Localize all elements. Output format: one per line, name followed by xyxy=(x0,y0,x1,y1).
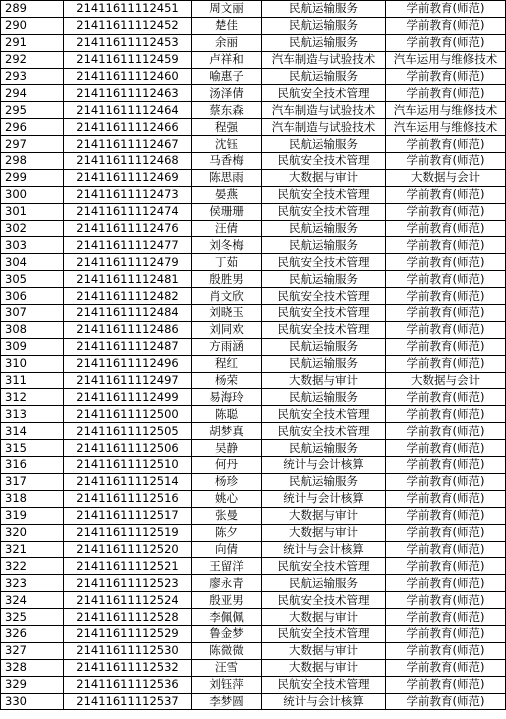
new-major-cell: 学前教育(师范) xyxy=(386,490,506,507)
student-name-cell: 丁茹 xyxy=(192,254,262,271)
table-row xyxy=(1,507,506,524)
new-major-cell: 学前教育(师范) xyxy=(386,321,506,338)
new-major-cell: 学前教育(师范) xyxy=(386,355,506,372)
original-major-cell: 民航运输服务 xyxy=(262,220,386,237)
table-row xyxy=(1,372,506,389)
row-number-cell: 296 xyxy=(1,119,64,136)
student-name-cell: 姚心 xyxy=(192,490,262,507)
student-id-cell: 21411611112505 xyxy=(64,423,192,440)
new-major-cell: 学前教育(师范) xyxy=(386,305,506,322)
new-major-cell: 汽车运用与维修技术 xyxy=(386,119,506,136)
student-id-cell: 21411611112467 xyxy=(64,136,192,153)
new-major-cell: 学前教育(师范) xyxy=(386,693,506,710)
table-row xyxy=(1,254,506,271)
table-row xyxy=(1,592,506,609)
student-id-cell: 21411611112528 xyxy=(64,609,192,626)
table-row xyxy=(1,423,506,440)
original-major-cell: 民航安全技术管理 xyxy=(262,406,386,423)
new-major-cell: 学前教育(师范) xyxy=(386,609,506,626)
student-name-cell: 胡梦真 xyxy=(192,423,262,440)
original-major-cell: 民航运输服务 xyxy=(262,473,386,490)
student-name-cell: 程强 xyxy=(192,119,262,136)
table-row xyxy=(1,642,506,659)
row-number-cell: 330 xyxy=(1,693,64,710)
row-number-cell: 328 xyxy=(1,659,64,676)
row-number-cell: 291 xyxy=(1,34,64,51)
new-major-cell: 学前教育(师范) xyxy=(386,68,506,85)
table-row xyxy=(1,541,506,558)
new-major-cell: 学前教育(师范) xyxy=(386,642,506,659)
row-number-cell: 297 xyxy=(1,136,64,153)
new-major-cell: 学前教育(师范) xyxy=(386,423,506,440)
student-id-cell: 21411611112452 xyxy=(64,17,192,34)
new-major-cell: 学前教育(师范) xyxy=(386,254,506,271)
original-major-cell: 民航运输服务 xyxy=(262,34,386,51)
row-number-cell: 319 xyxy=(1,507,64,524)
row-number-cell: 306 xyxy=(1,288,64,305)
table-row xyxy=(1,406,506,423)
table-row xyxy=(1,625,506,642)
row-number-cell: 322 xyxy=(1,558,64,575)
student-id-cell: 21411611112464 xyxy=(64,102,192,119)
table-row xyxy=(1,203,506,220)
student-name-cell: 刘同欢 xyxy=(192,321,262,338)
original-major-cell: 汽车制造与试验技术 xyxy=(262,119,386,136)
student-name-cell: 程红 xyxy=(192,355,262,372)
new-major-cell: 学前教育(师范) xyxy=(386,507,506,524)
row-number-cell: 300 xyxy=(1,186,64,203)
new-major-cell: 学前教育(师范) xyxy=(386,153,506,170)
table-row xyxy=(1,659,506,676)
student-name-cell: 刘钰萍 xyxy=(192,676,262,693)
student-id-cell: 21411611112487 xyxy=(64,338,192,355)
row-number-cell: 326 xyxy=(1,625,64,642)
original-major-cell: 民航运输服务 xyxy=(262,440,386,457)
student-name-cell: 汪雪 xyxy=(192,659,262,676)
new-major-cell: 学前教育(师范) xyxy=(386,271,506,288)
student-id-cell: 21411611112523 xyxy=(64,575,192,592)
table-row xyxy=(1,389,506,406)
original-major-cell: 汽车制造与试验技术 xyxy=(262,51,386,68)
student-id-cell: 21411611112459 xyxy=(64,51,192,68)
original-major-cell: 民航安全技术管理 xyxy=(262,305,386,322)
new-major-cell: 学前教育(师范) xyxy=(386,659,506,676)
new-major-cell: 学前教育(师范) xyxy=(386,389,506,406)
new-major-cell: 学前教育(师范) xyxy=(386,1,506,18)
student-id-cell: 21411611112536 xyxy=(64,676,192,693)
student-name-cell: 晏燕 xyxy=(192,186,262,203)
student-id-cell: 21411611112530 xyxy=(64,642,192,659)
student-id-cell: 21411611112484 xyxy=(64,305,192,322)
original-major-cell: 民航运输服务 xyxy=(262,1,386,18)
new-major-cell: 学前教育(师范) xyxy=(386,186,506,203)
student-name-cell: 殷胜男 xyxy=(192,271,262,288)
student-id-cell: 21411611112510 xyxy=(64,457,192,474)
student-name-cell: 刘冬梅 xyxy=(192,237,262,254)
row-number-cell: 309 xyxy=(1,338,64,355)
new-major-cell: 学前教育(师范) xyxy=(386,457,506,474)
new-major-cell: 大数据与会计 xyxy=(386,169,506,186)
student-id-cell: 21411611112469 xyxy=(64,169,192,186)
student-id-cell: 21411611112529 xyxy=(64,625,192,642)
table-row xyxy=(1,609,506,626)
original-major-cell: 民航安全技术管理 xyxy=(262,676,386,693)
student-name-cell: 易海玲 xyxy=(192,389,262,406)
original-major-cell: 大数据与审计 xyxy=(262,642,386,659)
table-row xyxy=(1,102,506,119)
new-major-cell: 学前教育(师范) xyxy=(386,575,506,592)
table-row xyxy=(1,119,506,136)
table-row xyxy=(1,524,506,541)
table-row xyxy=(1,68,506,85)
row-number-cell: 292 xyxy=(1,51,64,68)
row-number-cell: 308 xyxy=(1,321,64,338)
student-name-cell: 马香梅 xyxy=(192,153,262,170)
student-name-cell: 陈思雨 xyxy=(192,169,262,186)
table-row xyxy=(1,676,506,693)
row-number-cell: 314 xyxy=(1,423,64,440)
table-row xyxy=(1,355,506,372)
student-id-cell: 21411611112481 xyxy=(64,271,192,288)
student-name-cell: 王留洋 xyxy=(192,558,262,575)
student-id-cell: 21411611112466 xyxy=(64,119,192,136)
original-major-cell: 大数据与审计 xyxy=(262,507,386,524)
new-major-cell: 学前教育(师范) xyxy=(386,440,506,457)
student-id-cell: 21411611112451 xyxy=(64,1,192,18)
row-number-cell: 304 xyxy=(1,254,64,271)
table-row xyxy=(1,51,506,68)
original-major-cell: 民航运输服务 xyxy=(262,389,386,406)
row-number-cell: 307 xyxy=(1,305,64,322)
student-id-cell: 21411611112524 xyxy=(64,592,192,609)
student-name-cell: 沈钰 xyxy=(192,136,262,153)
student-name-cell: 蔡东森 xyxy=(192,102,262,119)
original-major-cell: 民航运输服务 xyxy=(262,271,386,288)
table-row xyxy=(1,34,506,51)
student-id-cell: 21411611112460 xyxy=(64,68,192,85)
student-id-cell: 21411611112482 xyxy=(64,288,192,305)
row-number-cell: 317 xyxy=(1,473,64,490)
student-name-cell: 杨荣 xyxy=(192,372,262,389)
row-number-cell: 318 xyxy=(1,490,64,507)
table-row xyxy=(1,321,506,338)
student-id-cell: 21411611112477 xyxy=(64,237,192,254)
table-row xyxy=(1,271,506,288)
new-major-cell: 汽车运用与维修技术 xyxy=(386,102,506,119)
student-name-cell: 向倩 xyxy=(192,541,262,558)
original-major-cell: 民航运输服务 xyxy=(262,136,386,153)
original-major-cell: 民航运输服务 xyxy=(262,17,386,34)
row-number-cell: 303 xyxy=(1,237,64,254)
new-major-cell: 学前教育(师范) xyxy=(386,338,506,355)
row-number-cell: 329 xyxy=(1,676,64,693)
new-major-cell: 学前教育(师范) xyxy=(386,524,506,541)
student-name-cell: 卢祥和 xyxy=(192,51,262,68)
student-id-cell: 21411611112453 xyxy=(64,34,192,51)
row-number-cell: 316 xyxy=(1,457,64,474)
original-major-cell: 民航安全技术管理 xyxy=(262,186,386,203)
student-id-cell: 21411611112500 xyxy=(64,406,192,423)
student-id-cell: 21411611112506 xyxy=(64,440,192,457)
table-row xyxy=(1,220,506,237)
table-row xyxy=(1,490,506,507)
new-major-cell: 学前教育(师范) xyxy=(386,288,506,305)
row-number-cell: 293 xyxy=(1,68,64,85)
student-id-cell: 21411611112473 xyxy=(64,186,192,203)
student-name-cell: 何丹 xyxy=(192,457,262,474)
original-major-cell: 统计与会计核算 xyxy=(262,457,386,474)
row-number-cell: 312 xyxy=(1,389,64,406)
table-row xyxy=(1,237,506,254)
original-major-cell: 大数据与审计 xyxy=(262,524,386,541)
student-name-cell: 方雨涵 xyxy=(192,338,262,355)
table-row xyxy=(1,440,506,457)
student-name-cell: 廖永青 xyxy=(192,575,262,592)
table-row xyxy=(1,1,506,18)
student-id-cell: 21411611112479 xyxy=(64,254,192,271)
new-major-cell: 学前教育(师范) xyxy=(386,237,506,254)
student-id-cell: 21411611112532 xyxy=(64,659,192,676)
table-body xyxy=(1,1,506,710)
original-major-cell: 民航运输服务 xyxy=(262,237,386,254)
student-id-cell: 21411611112521 xyxy=(64,558,192,575)
row-number-cell: 305 xyxy=(1,271,64,288)
student-id-cell: 21411611112516 xyxy=(64,490,192,507)
row-number-cell: 321 xyxy=(1,541,64,558)
table-row xyxy=(1,153,506,170)
student-id-cell: 21411611112520 xyxy=(64,541,192,558)
student-id-cell: 21411611112497 xyxy=(64,372,192,389)
original-major-cell: 民航运输服务 xyxy=(262,575,386,592)
new-major-cell: 汽车运用与维修技术 xyxy=(386,51,506,68)
row-number-cell: 294 xyxy=(1,85,64,102)
original-major-cell: 民航安全技术管理 xyxy=(262,321,386,338)
row-number-cell: 315 xyxy=(1,440,64,457)
new-major-cell: 学前教育(师范) xyxy=(386,136,506,153)
student-id-cell: 21411611112476 xyxy=(64,220,192,237)
new-major-cell: 学前教育(师范) xyxy=(386,558,506,575)
new-major-cell: 学前教育(师范) xyxy=(386,17,506,34)
original-major-cell: 民航安全技术管理 xyxy=(262,592,386,609)
original-major-cell: 统计与会计核算 xyxy=(262,541,386,558)
table-row xyxy=(1,17,506,34)
table-row xyxy=(1,558,506,575)
student-name-cell: 汪倩 xyxy=(192,220,262,237)
original-major-cell: 民航安全技术管理 xyxy=(262,288,386,305)
new-major-cell: 学前教育(师范) xyxy=(386,541,506,558)
row-number-cell: 299 xyxy=(1,169,64,186)
student-name-cell: 李梦圆 xyxy=(192,693,262,710)
student-id-cell: 21411611112468 xyxy=(64,153,192,170)
new-major-cell: 学前教育(师范) xyxy=(386,625,506,642)
student-id-cell: 21411611112519 xyxy=(64,524,192,541)
original-major-cell: 民航安全技术管理 xyxy=(262,153,386,170)
row-number-cell: 311 xyxy=(1,372,64,389)
row-number-cell: 301 xyxy=(1,203,64,220)
row-number-cell: 295 xyxy=(1,102,64,119)
student-id-cell: 21411611112537 xyxy=(64,693,192,710)
student-name-cell: 喻惠子 xyxy=(192,68,262,85)
student-name-cell: 殷亚男 xyxy=(192,592,262,609)
original-major-cell: 民航安全技术管理 xyxy=(262,423,386,440)
student-name-cell: 楚佳 xyxy=(192,17,262,34)
student-name-cell: 肖文欣 xyxy=(192,288,262,305)
student-id-cell: 21411611112496 xyxy=(64,355,192,372)
original-major-cell: 民航运输服务 xyxy=(262,355,386,372)
student-id-cell: 21411611112463 xyxy=(64,85,192,102)
table-row xyxy=(1,305,506,322)
student-name-cell: 刘晓玉 xyxy=(192,305,262,322)
original-major-cell: 统计与会计核算 xyxy=(262,490,386,507)
new-major-cell: 学前教育(师范) xyxy=(386,406,506,423)
new-major-cell: 学前教育(师范) xyxy=(386,676,506,693)
table-row xyxy=(1,288,506,305)
table-row xyxy=(1,186,506,203)
new-major-cell: 学前教育(师范) xyxy=(386,34,506,51)
row-number-cell: 325 xyxy=(1,609,64,626)
student-name-cell: 杨珍 xyxy=(192,473,262,490)
original-major-cell: 民航安全技术管理 xyxy=(262,558,386,575)
table-row xyxy=(1,136,506,153)
student-name-cell: 余丽 xyxy=(192,34,262,51)
table-row xyxy=(1,85,506,102)
student-name-cell: 汤泽倩 xyxy=(192,85,262,102)
row-number-cell: 320 xyxy=(1,524,64,541)
row-number-cell: 324 xyxy=(1,592,64,609)
table-row xyxy=(1,473,506,490)
original-major-cell: 汽车制造与试验技术 xyxy=(262,102,386,119)
student-name-cell: 周文丽 xyxy=(192,1,262,18)
original-major-cell: 统计与会计核算 xyxy=(262,693,386,710)
row-number-cell: 327 xyxy=(1,642,64,659)
original-major-cell: 大数据与审计 xyxy=(262,169,386,186)
student-name-cell: 吴静 xyxy=(192,440,262,457)
new-major-cell: 大数据与会计 xyxy=(386,372,506,389)
table-row xyxy=(1,169,506,186)
new-major-cell: 学前教育(师范) xyxy=(386,203,506,220)
table-row xyxy=(1,693,506,710)
student-id-cell: 21411611112474 xyxy=(64,203,192,220)
table-row xyxy=(1,338,506,355)
original-major-cell: 民航安全技术管理 xyxy=(262,203,386,220)
student-name-cell: 侯珊珊 xyxy=(192,203,262,220)
student-id-cell: 21411611112517 xyxy=(64,507,192,524)
original-major-cell: 民航运输服务 xyxy=(262,68,386,85)
student-id-cell: 21411611112486 xyxy=(64,321,192,338)
new-major-cell: 学前教育(师范) xyxy=(386,220,506,237)
row-number-cell: 310 xyxy=(1,355,64,372)
row-number-cell: 302 xyxy=(1,220,64,237)
original-major-cell: 大数据与审计 xyxy=(262,659,386,676)
student-name-cell: 陈夕 xyxy=(192,524,262,541)
original-major-cell: 民航安全技术管理 xyxy=(262,254,386,271)
row-number-cell: 289 xyxy=(1,1,64,18)
student-id-cell: 21411611112514 xyxy=(64,473,192,490)
new-major-cell: 学前教育(师范) xyxy=(386,473,506,490)
original-major-cell: 大数据与审计 xyxy=(262,372,386,389)
student-name-cell: 陈微微 xyxy=(192,642,262,659)
student-name-cell: 张曼 xyxy=(192,507,262,524)
new-major-cell: 学前教育(师范) xyxy=(386,592,506,609)
student-name-cell: 鲁金梦 xyxy=(192,625,262,642)
table-row xyxy=(1,457,506,474)
student-id-cell: 21411611112499 xyxy=(64,389,192,406)
table-row xyxy=(1,575,506,592)
original-major-cell: 民航运输服务 xyxy=(262,338,386,355)
row-number-cell: 298 xyxy=(1,153,64,170)
original-major-cell: 民航安全技术管理 xyxy=(262,85,386,102)
row-number-cell: 313 xyxy=(1,406,64,423)
student-name-cell: 陈聪 xyxy=(192,406,262,423)
student-name-cell: 李佩佩 xyxy=(192,609,262,626)
row-number-cell: 290 xyxy=(1,17,64,34)
new-major-cell: 学前教育(师范) xyxy=(386,85,506,102)
original-major-cell: 大数据与审计 xyxy=(262,609,386,626)
row-number-cell: 323 xyxy=(1,575,64,592)
original-major-cell: 民航安全技术管理 xyxy=(262,625,386,642)
